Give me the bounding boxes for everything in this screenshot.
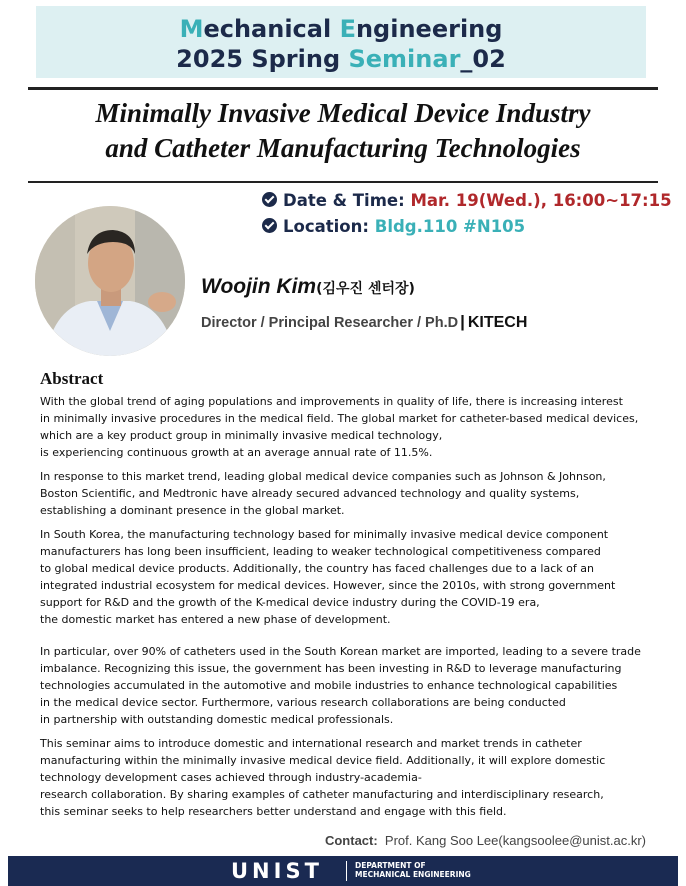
speaker-affiliation: Director / Principal Researcher / Ph.D | KITECH bbox=[201, 312, 528, 331]
header-title-line2: 2025 Spring Seminar_02 bbox=[176, 45, 506, 73]
abstract-heading: Abstract bbox=[40, 369, 104, 388]
abstract-paragraph-2: In response to this market trend, leading global medical device companies such as Johnson & Johnson, Boston Scientific, and Medtronic have already secured advanced technology and quality systems, establishing a dominant presence in the global market. bbox=[40, 470, 606, 517]
title-rule-bottom bbox=[28, 181, 658, 183]
abstract-paragraph-3: In South Korea, the manufacturing technology based for minimally invasive medical device component manufacturers has long been insufficient, leading to weaker technological competitiveness compared to global medical device products. Additionally, the country has faced challenges due to a lack of an integrated industrial ecosystem for medical devices. However, since the 2010s, with strong government support for R&D and the growth of the K-medical device industry during the COVID-19 era, the domestic market has entered a new phase of development. bbox=[40, 528, 616, 626]
department-label: DEPARTMENT OF MECHANICAL ENGINEERING bbox=[355, 861, 471, 879]
title-rule-top bbox=[28, 87, 658, 90]
footer-bar bbox=[8, 856, 678, 886]
check-circle-icon bbox=[262, 218, 277, 233]
check-circle-icon bbox=[262, 192, 277, 207]
seminar-title: Minimally Invasive Medical Device Industry and Catheter Manufacturing Technologies bbox=[95, 98, 591, 163]
abstract-paragraph-1: With the global trend of aging populations and improvements in quality of life, there is increasing interest in minimally invasive procedures in the medical field. The global market for catheter-based medical devices, which are a key product group in minimally invasive medical technology, is experiencing continuous growth at an average annual rate of 11.5%. bbox=[40, 395, 639, 459]
date-time-row: Date & Time: Mar. 19(Wed.), 16:00~17:15 bbox=[262, 191, 672, 210]
unist-logo: UNIST bbox=[231, 859, 323, 883]
header-title-line1: Mechanical Engineering bbox=[179, 15, 503, 43]
abstract-paragraph-5: This seminar aims to introduce domestic and international research and market trends in catheter manufacturing within the minimally invasive medical device field. Additionally, it will explore domestic technology development cases achieved through industry-academia- research collaboration. By sharing examples of catheter manufacturing and interdisciplinary research, this seminar seeks to help researchers better understand and engage with this field. bbox=[40, 737, 606, 818]
footer-divider bbox=[346, 861, 347, 881]
header-banner bbox=[36, 6, 646, 78]
speaker-name: Woojin Kim(김우진 센터장) bbox=[201, 275, 415, 298]
abstract-paragraph-4: In particular, over 90% of catheters used in the South Korean market are imported, leading to a severe trade imbalance. Recognizing this issue, the government has been investing in R&D to leverage manufacturing technologies accumulated in the automotive and mobile industries to enhance technological capabilities in the medical device sector. Furthermore, various research collaborations are being conducted in partnership with outstanding domestic medical professionals. bbox=[40, 645, 641, 726]
location-row: Location: Bldg.110 #N105 bbox=[262, 217, 525, 236]
speaker-photo bbox=[35, 206, 185, 356]
contact-line: Contact: Prof. Kang Soo Lee(kangsoolee@unist.ac.kr) bbox=[324, 833, 646, 848]
